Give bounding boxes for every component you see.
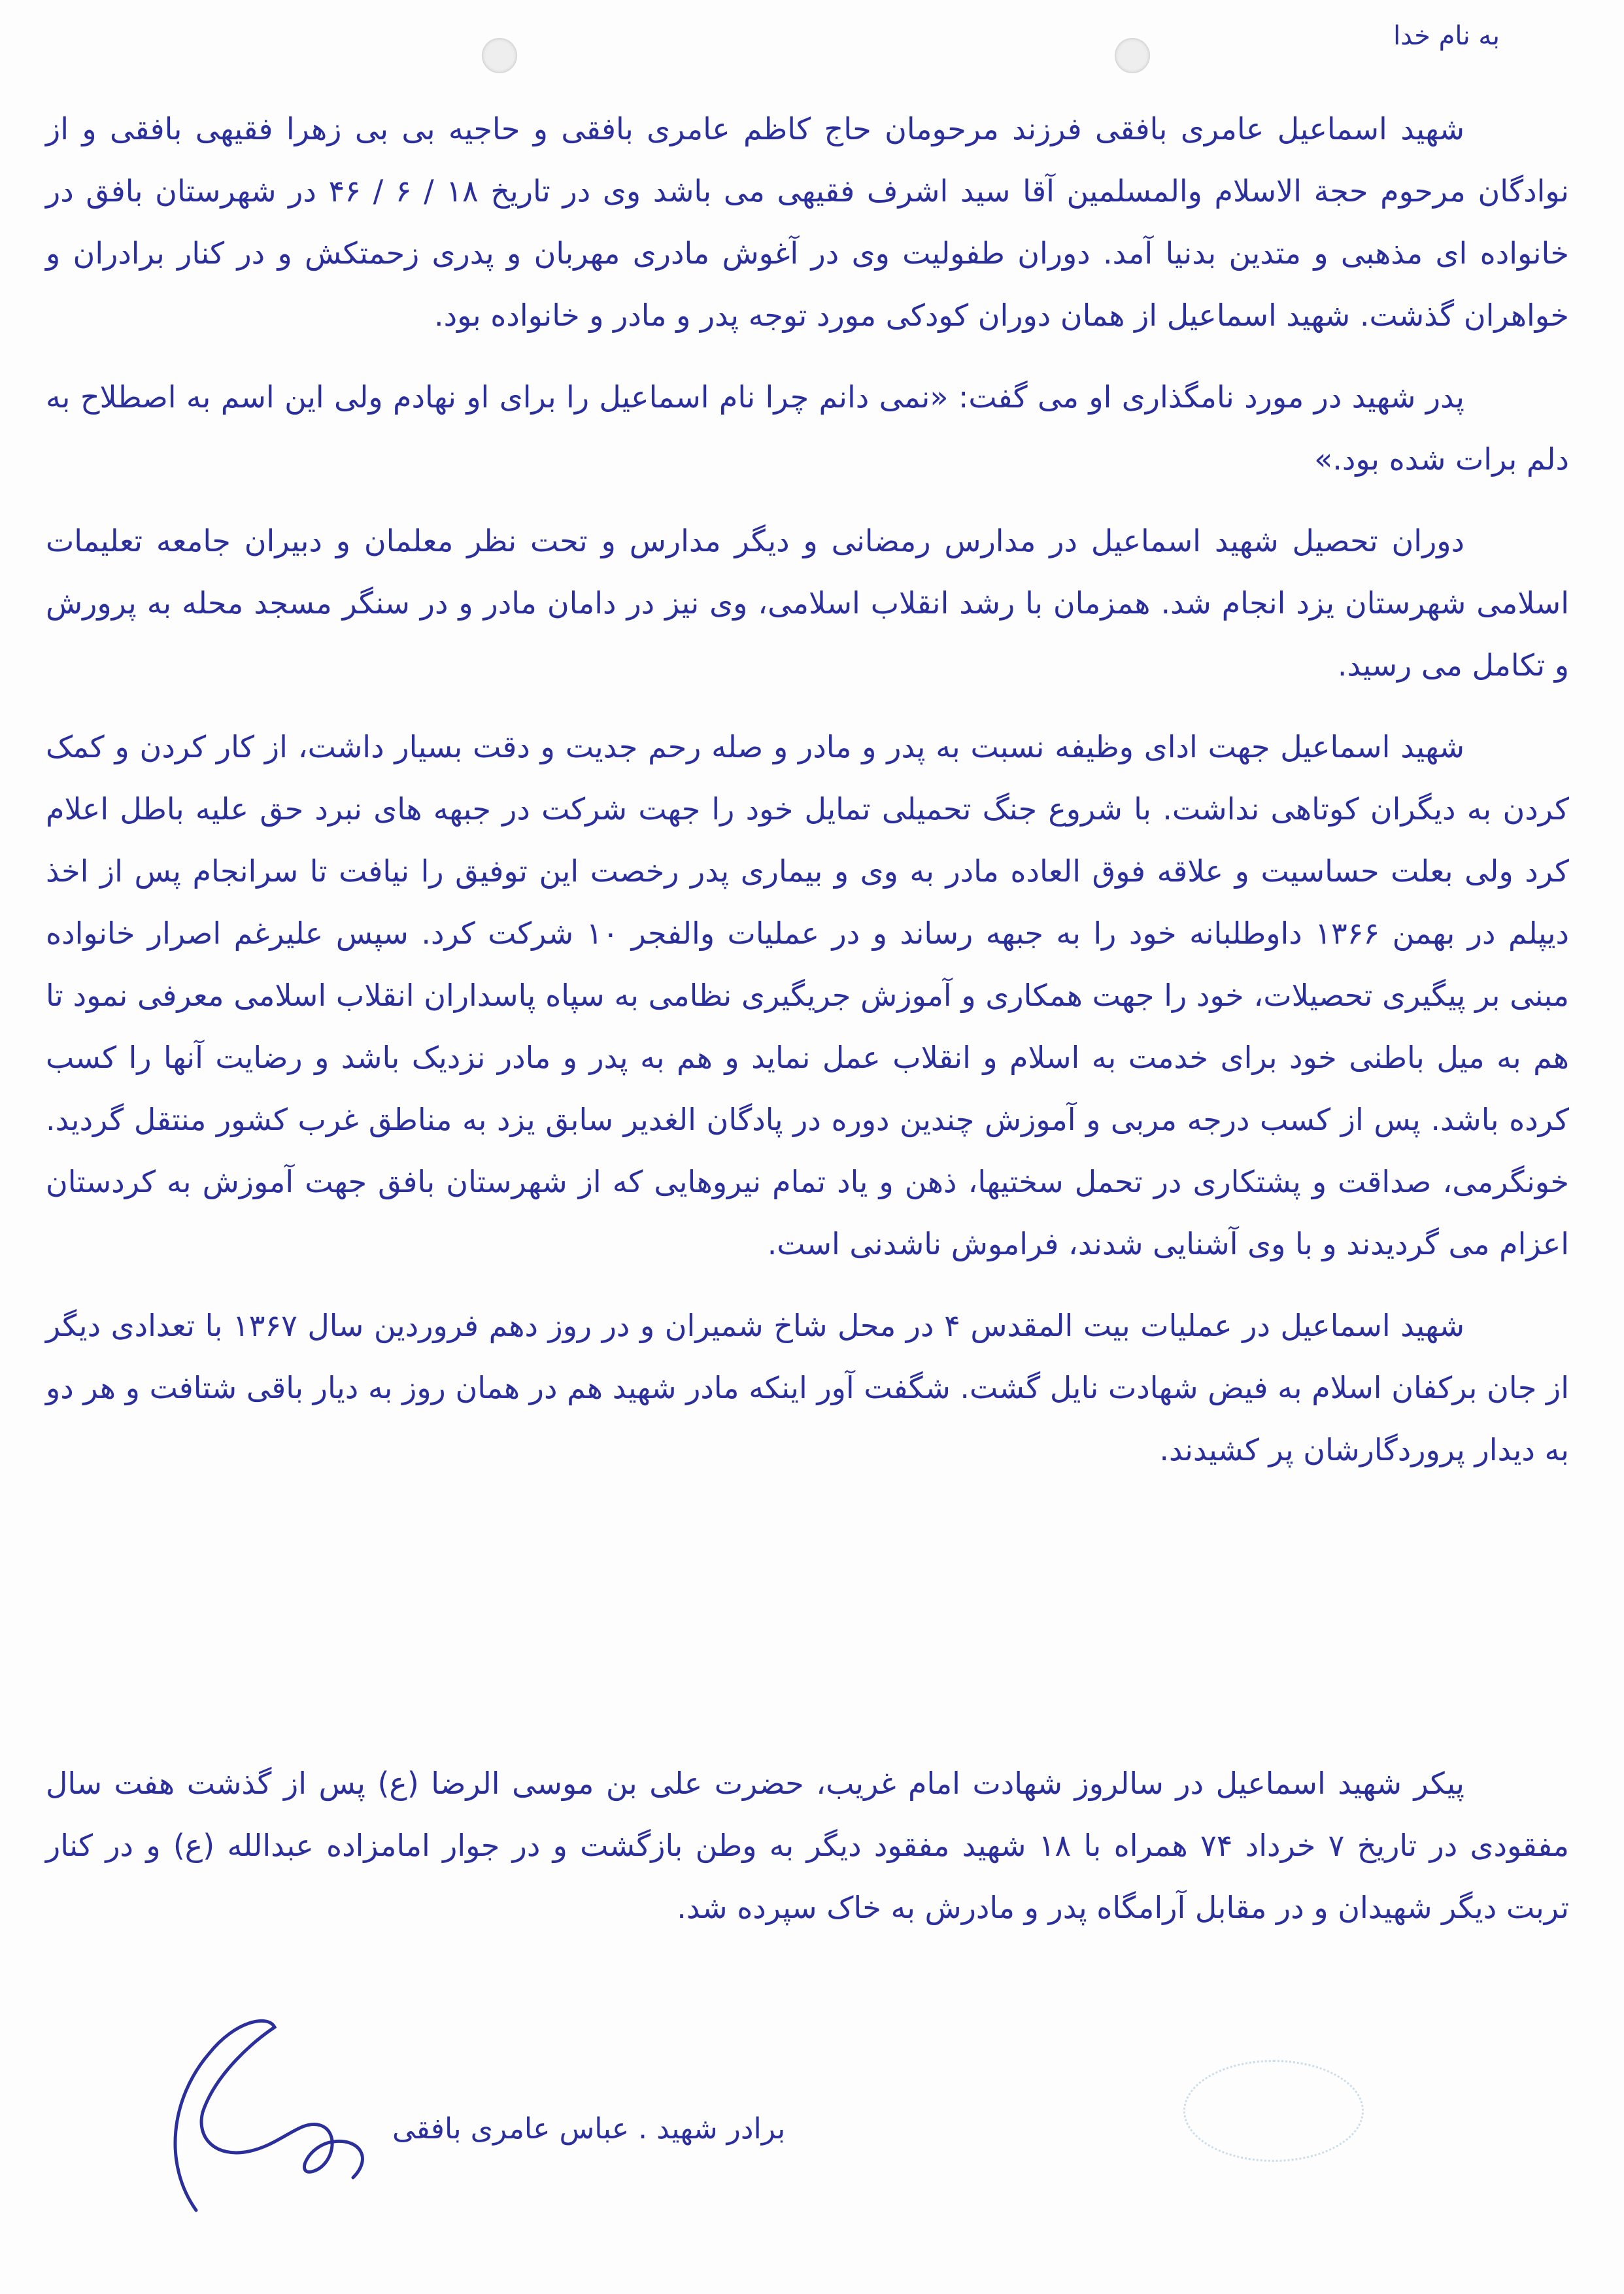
paragraph-martyrdom: شهید اسماعیل در عملیات بیت المقدس ۴ در محل شاخ شمیران و در روز دهم فروردین سال ۱۳۶۷ با تعدادی دیگر از جان برکفان اسلام به فیض شهادت نایل گشت. شگفت آور اینکه مادر شهید هم در همان روز به دیار باقی شتافت و هر دو به دیدار پروردگارشان پر کشیدند. <box>46 1308 1569 1467</box>
closing-section <box>46 1753 1569 1939</box>
paragraph-biography-intro: شهید اسماعیل عامری بافقی فرزند مرحومان حاج کاظم عامری بافقی و حاجیه بی بی زهرا فقیهی بافقی و از نوادگان مرحوم حجة الاسلام والمسلمین آقا سید اشرف فقیهی می باشد وی در تاریخ ۱۸ / ۶ / ۴۶ در شهرستان بافق در خانواده ای مذهبی و متدین بدنیا آمد. دوران طفولیت وی در آغوش مادری مهربان و پدری زحمتکش و در کنار برادران و خواهران گذشت. شهید اسماعیل از همان دوران کودکی مورد توجه پدر و مادر و خانواده بود. <box>46 111 1569 333</box>
letter-body <box>46 98 1569 1501</box>
paragraph-education: دوران تحصیل شهید اسماعیل در مدارس رمضانی و دیگر مدارس و تحت نظر معلمان و دبیران جامعه تعلیمات اسلامی شهرستان یزد انجام شد. همزمان با رشد انقلاب اسلامی، وی نیز در دامان مادر و در سنگر مسجد محله به پرورش و تکامل می رسید. <box>46 523 1569 683</box>
document-heading: به نام خدا <box>1393 21 1500 51</box>
paragraph-burial: پیکر شهید اسماعیل در سالروز شهادت امام غریب، حضرت علی بن موسی الرضا (ع) پس از گذشت هفت سال مفقودی در تاریخ ۷ خرداد ۷۴ همراه با ۱۸ شهید مفقود دیگر به وطن بازگشت و در جوار امامزاده عبدالله (ع) و در کنار تربت دیگر شهیدان و در مقابل آرامگاه پدر و مادرش به خاک سپرده شد. <box>46 1766 1569 1925</box>
signature-block <box>157 2001 786 2217</box>
signature-scribble <box>157 2001 392 2217</box>
paragraph-service: شهید اسماعیل جهت ادای وظیفه نسبت به پدر و مادر و صله رحم جدیت و دقت بسیار داشت، از کار کردن و کمک کردن به دیگران کوتاهی نداشت. با شروع جنگ تحمیلی تمایل خود را جهت شرکت در جبهه های نبرد حق علیه باطل اعلام کرد ولی بعلت حساسیت و علاقه فوق العاده مادر به وی و بیماری پدر رخصت این توفیق را نیافت تا سرانجام پس از اخذ دیپلم در بهمن ۱۳۶۶ داوطلبانه خود را به جبهه رساند و در عملیات والفجر ۱۰ شرکت کرد. سپس علیرغم اصرار خانواده مبنی بر پیگیری تحصیلات، خود را جهت همکاری و آموزش جریگیری نظامی به سپاه پاسداران انقلاب اسلامی معرفی نمود تا هم به میل باطنی خود برای خدمت به اسلام و انقلاب عمل نماید و هم به پدر و مادر نزدیک باشد و رضایت آنها را کسب کرده باشد. پس از کسب درجه مربی و آموزش چندین دوره در پادگان الغدیر سابق یزد به مناطق غرب کشور منتقل گردید. خونگرمی، صداقت و پشتکاری در تحمل سختیها، ذهن و یاد تمام نیروهایی که از شهرستان بافق جهت آموزش به کردستان اعزام می گردیدند و با وی آشنایی شدند، فراموش ناشدنی است. <box>46 729 1569 1261</box>
punch-hole-left <box>482 38 517 73</box>
faint-stamp <box>1183 2060 1364 2162</box>
punch-hole-right <box>1115 38 1150 73</box>
paragraph-naming: پدر شهید در مورد نامگذاری او می گفت: «نمی دانم چرا نام اسماعیل را برای او نهادم ولی این اسم به اصطلاح به دلم برات شده بود.» <box>46 379 1569 477</box>
signature-label: برادر شهید . عباس عامری بافقی <box>392 2112 786 2146</box>
